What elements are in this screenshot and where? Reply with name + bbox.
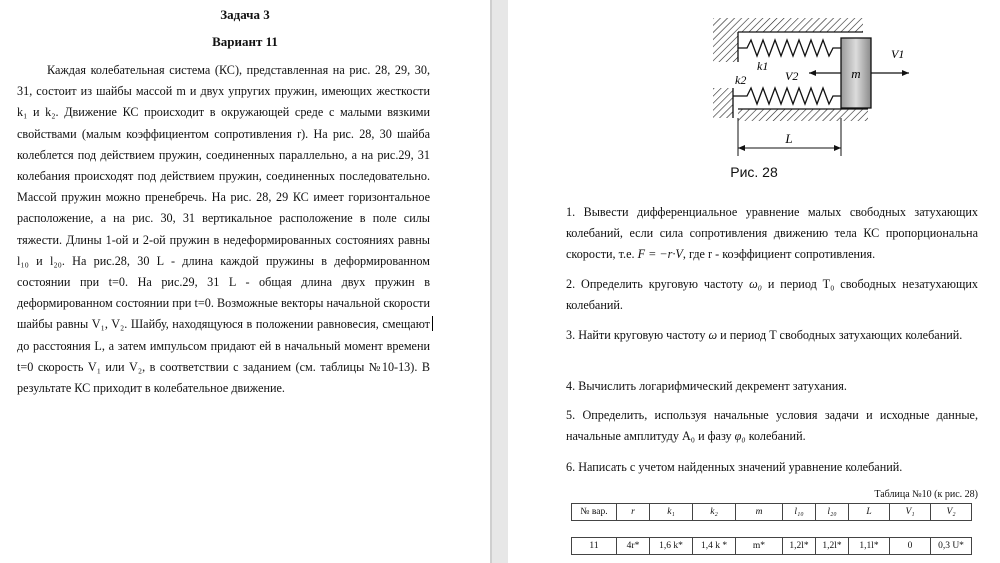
right-page — [508, 0, 1000, 563]
omega-symbol: ω — [708, 328, 718, 342]
table-cell: 0,3 U* — [931, 538, 972, 555]
task-2 — [566, 274, 978, 316]
task-1-number: 1. — [566, 205, 576, 219]
task-title: Задача 3 — [220, 7, 270, 22]
table-cell: 1,1l* — [849, 538, 890, 555]
task-2-text-end: и период T₀ свободных незатухающих колебаний. — [566, 277, 979, 312]
task-5-text-end: колебаний. — [748, 429, 806, 443]
figure-caption: Рис. 28 — [730, 164, 778, 180]
page-gap — [490, 0, 492, 563]
task-3-text: Найти круговую частоту — [578, 328, 706, 342]
bottom-wall — [738, 109, 868, 121]
left-page — [0, 0, 490, 563]
task-1-text: Вывести дифференциальное уравнение малых свободных затухающих колебаний, если сила сопротивления движению тела КС пропорциональна скорости, т.е. — [566, 205, 979, 261]
table-title: Таблица №10 (к рис. 28) — [874, 489, 978, 500]
problem-text: Каждая колебательная система (КС), представленная на рис. 28, 29, 30, 31, состоит из шайбы массой m и двух упругих пружин, имеющих жесткости k₁ и k₂. Движение КС происходит в окружающей среде с малыми вязкими свойствами (малым коэффициентом сопротивления r). На рис. 28, 30 шайба колеблется под действием пружин, соединенных параллельно, а на рис.29, 31 колебания происходят под действием пружин, соединенных последовательно. Массой пружин можно пренебречь. На рис. 28, 29 КС имеет горизонтальное расположение, а на рис. 30, 31 вертикальное расположение в поле силы тяжести. Длины 1-ой и 2-ой пружин в недеформированных состояниях равны l₁₀ и l₂₀. На рис.28, 30 L - длина каждой пружины в деформированном состоянии при t=0. На рис.29, 31 L - общая длина двух пружин в деформированном состоянии при t=0. Возможные векторы начальной скорости шайбы равны V₁, V₂. Шайбу, находящуюся в положении равновесия, смещают до расстояния L, а затем импульсом придают ей в начальный момент времени t=0 скорость V₁ или V₂, в соответствии с заданием (см. таблицы №10-13). В результате КС приходит в колебательное движение. — [17, 63, 430, 396]
table-row — [571, 537, 972, 555]
table-cell: m* — [736, 538, 783, 555]
task-6-text: Написать с учетом найденных значений уравнение колебаний. — [578, 460, 903, 474]
task-3-number: 3. — [566, 328, 576, 342]
table-header-cell: V₂ — [931, 504, 972, 521]
table-cell: 1,4 k * — [693, 538, 736, 555]
table-cell: 0 — [890, 538, 931, 555]
table-cell: 11 — [572, 538, 617, 555]
variant-title: Вариант 11 — [212, 34, 278, 49]
figure-28 — [713, 18, 913, 168]
task-2-number: 2. — [566, 277, 576, 291]
label-k2: k2 — [735, 73, 747, 87]
task-4-text: Вычислить логарифмический декремент затухания. — [578, 379, 847, 393]
spring-k1 — [738, 40, 841, 56]
phi0-symbol: φ₀ — [734, 429, 746, 443]
text-cursor — [432, 316, 433, 331]
table-header-cell: r — [617, 504, 650, 521]
table-header-cell: l₁₀ — [783, 504, 816, 521]
table-cell: 4r* — [617, 538, 650, 555]
task-3-text-end: и период T свободных затухающих колебаний. — [720, 328, 963, 342]
problem-paragraph — [17, 60, 430, 399]
task-6-number: 6. — [566, 460, 576, 474]
task-5 — [566, 405, 978, 447]
label-v2: V2 — [785, 69, 799, 83]
task-1 — [566, 202, 978, 265]
omega0-symbol: ω₀ — [749, 277, 762, 291]
task-1-formula: F = −r·V — [637, 247, 683, 261]
label-k1: k1 — [757, 59, 769, 73]
left-wall-lower — [713, 88, 733, 118]
table-header-cell: V₁ — [890, 504, 931, 521]
table-header-cell: № вар. — [572, 504, 617, 521]
task-4 — [566, 376, 978, 397]
top-wall — [713, 18, 863, 32]
table-header-cell: k₂ — [693, 504, 736, 521]
table-header-cell: L — [849, 504, 890, 521]
spring-k2 — [733, 88, 841, 104]
task-5-number: 5. — [566, 408, 576, 422]
left-wall-upper — [713, 32, 738, 62]
task-5-text: Определить, используя начальные условия задачи и исходные данные, начальные амплитуду A₀ и фазу — [566, 408, 978, 443]
table-header — [571, 503, 972, 521]
task-3 — [566, 325, 978, 346]
label-m: m — [851, 66, 861, 81]
label-v1: V1 — [891, 47, 905, 61]
table-cell: 1,2l* — [816, 538, 849, 555]
table-cell: 1,2l* — [783, 538, 816, 555]
label-L: L — [785, 131, 793, 146]
task-1-text-end: , где r - коэффициент сопротивления. — [682, 247, 876, 261]
table-header-cell: m — [736, 504, 783, 521]
task-4-number: 4. — [566, 379, 576, 393]
task-2-text: Определить круговую частоту — [581, 277, 744, 291]
table-header-cell: l₂₀ — [816, 504, 849, 521]
task-6 — [566, 457, 978, 478]
table-cell: 1,6 k* — [650, 538, 693, 555]
table-header-cell: k₁ — [650, 504, 693, 521]
